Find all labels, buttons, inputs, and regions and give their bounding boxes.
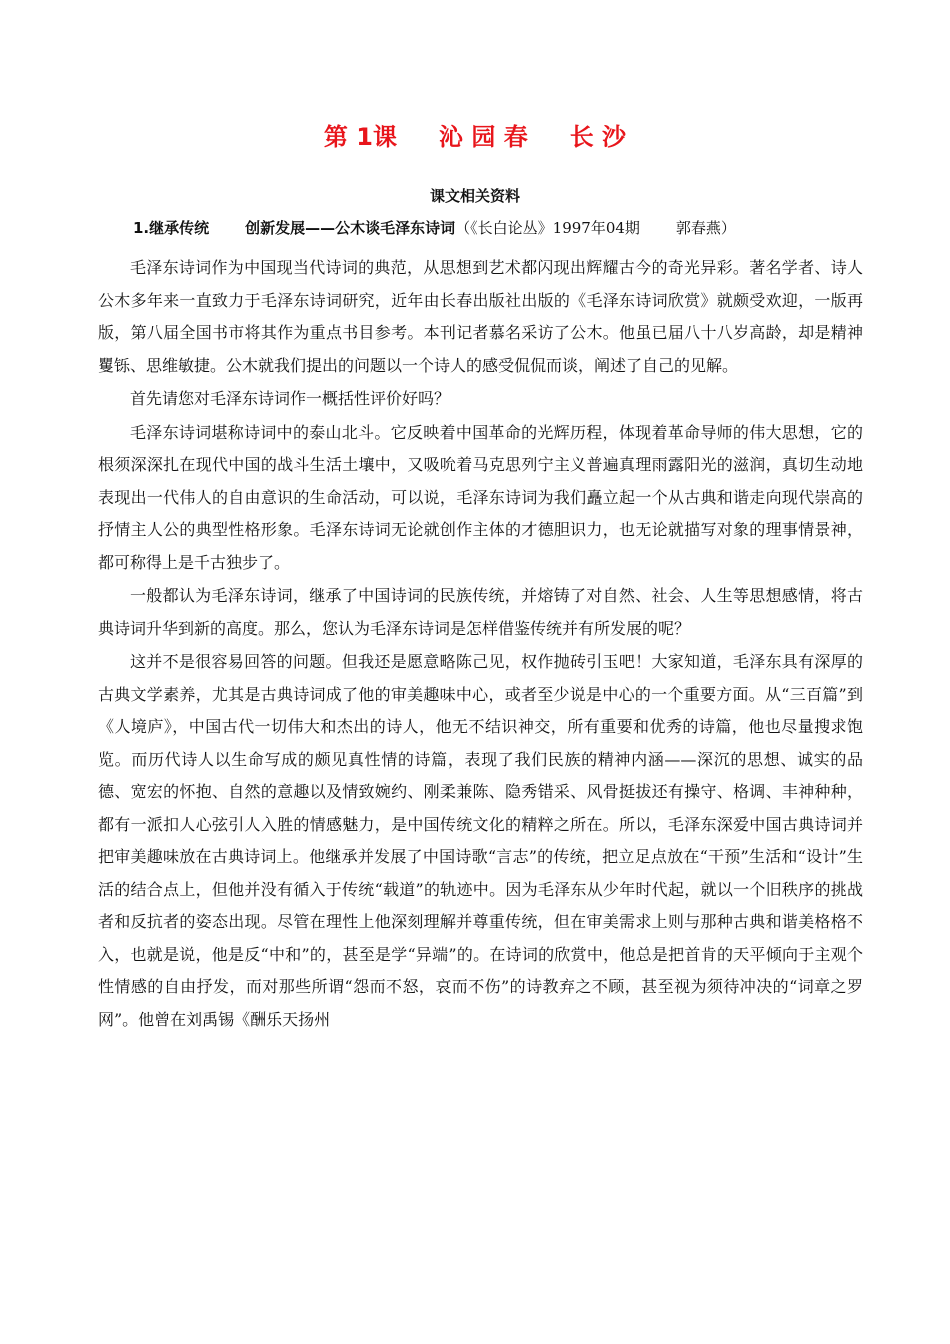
paragraph: 一般都认为毛泽东诗词，继承了中国诗词的民族传统，并熔铸了对自然、社会、人生等思想感情，将古典诗词升华到新的高度。那么，您认为毛泽东诗词是怎样借鉴传统并有所发展的呢？ xyxy=(98,586,863,638)
article-citation: （《长白论丛》1997年04期 xyxy=(455,219,640,237)
poem-title: 沁 园 春 xyxy=(438,123,528,151)
paragraph: 首先请您对毛泽东诗词作一概括性评价好吗？ xyxy=(130,389,451,408)
article-number-title: 1.继承传统 xyxy=(133,219,210,237)
poem-place: 长 沙 xyxy=(569,123,627,151)
article-author: 郭春燕） xyxy=(675,219,736,237)
article-source-line xyxy=(133,216,863,240)
paragraph: 毛泽东诗词堪称诗词中的泰山北斗。它反映着中国革命的光辉历程，体现着革命导师的伟大思想，它的根须深深扎在现代中国的战斗生活土壤中，又吸吮着马克思列宁主义普遍真理雨露阳光的滋润，真切生动地表现出一代伟人的自由意识的生命活动，可以说，毛泽东诗词为我们矗立起一个从古典和谐走向现代崇高的抒情主人公的典型性格形象。毛泽东诗词无论就创作主体的才德胆识力，也无论就描写对象的理事情景神，都可称得上是千古独步了。 xyxy=(98,422,863,572)
page-title xyxy=(0,120,950,154)
section-subtitle: 课文相关资料 xyxy=(429,187,520,205)
lesson-number: 第 1课 xyxy=(323,123,397,151)
article-headline: 创新发展——公木谈毛泽东诗词 xyxy=(245,219,456,237)
paragraph: 这并不是很容易回答的问题。但我还是愿意略陈己见，权作抛砖引玉吧！大家知道，毛泽东具有深厚的古典文学素养，尤其是古典诗词成了他的审美趣味中心，或者至少说是中心的一个重要方面。从“三百篇”到《人境庐》，中国古代一切伟大和杰出的诗人，他无不结识神交，所有重要和优秀的诗篇，他也尽量搜求饱览。而历代诗人以生命写成的颇见真性情的诗篇，表现了我们民族的精神内涵——深沉的思想、诚实的品德、宽宏的怀抱、自然的意趣以及情致婉约、刚柔兼陈、隐秀错采、风骨挺拔还有操守、格调、丰神种种，都有一派扣人心弦引人入胜的情感魅力，是中国传统文化的精粹之所在。所以，毛泽东深爱中国古典诗词并把审美趣味放在古典诗词上。他继承并发展了中国诗歌“言志”的传统，把立足点放在“干预”生活和“设计”生活的结合点上，但他并没有循入于传统“载道”的轨迹中。因为毛泽东从少年时代起，就以一个旧秩序的挑战者和反抗者的姿态出现。尽管在理性上他深刻理解并尊重传统，但在审美需求上则与那种古典和谐美格格不入，也就是说，他是反“中和”的，甚至是学“异端”的。在诗词的欣赏中，他总是把首肯的天平倾向于主观个性情感的自由抒发，而对那些所谓“怨而不怒，哀而不伤”的诗教弃之不顾，甚至视为须待冲决的“词章之罗网”。他曾在刘禹锡《酬乐天扬州 xyxy=(98,652,863,1029)
paragraph: 毛泽东诗词作为中国现当代诗词的典范，从思想到艺术都闪现出辉耀古今的奇光异彩。著名学者、诗人公木多年来一直致力于毛泽东诗词研究，近年由长春出版社出版的《毛泽东诗词欣赏》就颇受欢迎，一版再版，第八届全国书市将其作为重点书目参考。本刊记者慕名采访了公木。他虽已届八十八岁高龄，却是精神矍铄、思维敏捷。公木就我们提出的问题以一个诗人的感受侃侃而谈，阐述了自己的见解。 xyxy=(98,258,863,375)
article-body xyxy=(98,252,863,1037)
